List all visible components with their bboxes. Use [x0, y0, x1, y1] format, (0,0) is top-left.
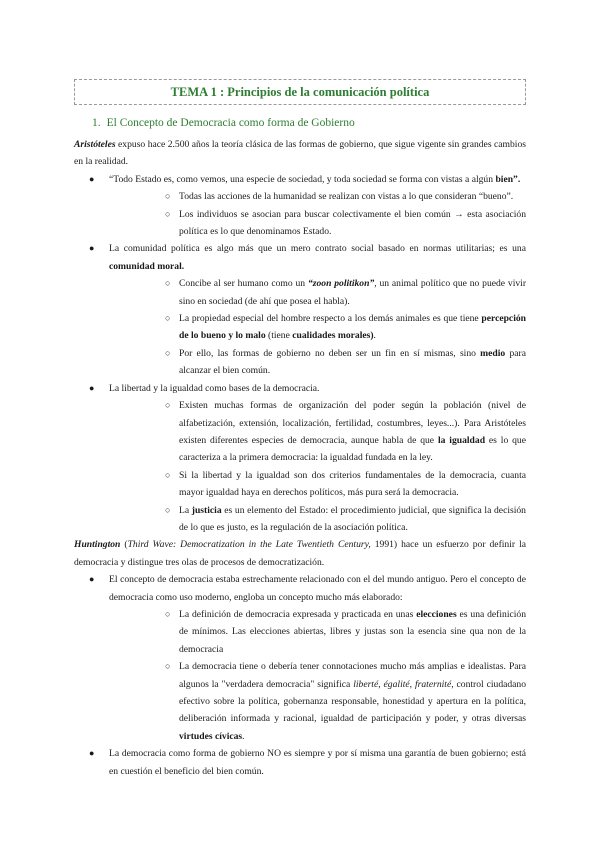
book-title: Third Wave: Democratization in the Late Twentieth Century,	[127, 539, 371, 551]
circle-bullet-icon: ○	[165, 191, 171, 202]
sub-list-item: ○ Por ello, las formas de gobierno no deben ser un fin en sí mismas, sino medio para alcanzar el bien común.	[109, 345, 526, 380]
sub-list-item: ○ Si la libertad y la igualdad son dos criterios fundamentales de la democracia, cuanta mayor igualdad haya en derechos políticos, más pura será la democracia.	[109, 467, 526, 502]
list-item: ● El concepto de democracia estaba estrechamente relacionado con el del mundo antiguo. Pero el concepto de democracia como uso moderno, engloba un concepto mucho más elaborado: ○ La definición de democracia expresada y practicada en unas elecciones es una definición de mínimos. Las elecciones abiertas, libres y justas son la esencia sine qua non de la democracia ○ La democracia tiene o debería tener connotaciones mucho más amplias e idealistas. Para algunos la "verdadera democracia" significa liberté, égalité, fraternité, control ciudadano efectivo sobre la política, gobernanza responsable, honestidad y apertura en la política, deliberación informada y racional, igualdad de participación y poder, y otras diversas virtudes cívicas.	[74, 571, 526, 745]
huntington-name: Huntington	[74, 539, 121, 551]
aristoteles-name: Aristóteles	[74, 139, 116, 150]
sub-list-item: ○ La definición de democracia expresada y practicada en unas elecciones es una definición de mínimos. Las elecciones abiertas, libres y justas son la esencia sine qua non de la democracia	[109, 606, 526, 658]
section-heading-text: El Concepto de Democracia como forma de Gobierno	[106, 117, 355, 129]
circle-bullet-icon: ○	[165, 400, 171, 411]
sub-list-item: ○ Los individuos se asocian para buscar colectivamente el bien común → esta asociación política es lo que denominamos Estado.	[109, 206, 526, 241]
list-item: ● La comunidad política es algo más que un mero contrato social basado en normas utilitarias; es una comunidad moral. ○ Concibe al ser humano como un “zoon politikon”, un animal político que no puede vivir sino en sociedad (de ahí que posea el habla). ○ La propiedad especial del hombre respecto a los demás animales es que tiene percepción de lo bueno y lo malo (tiene cualidades morales). ○ Por ello, las formas de gobierno no deben ser un fin en sí mismas, sino medio para alcanzar el bien común.	[74, 240, 526, 379]
huntington-list	[74, 571, 526, 780]
list-item: ● La democracia como forma de gobierno NO es siempre y por sí misma una garantía de buen gobierno; está en cuestión el beneficio del bien común.	[74, 745, 526, 780]
circle-bullet-icon: ○	[165, 208, 171, 219]
bullet-icon: ●	[89, 243, 95, 254]
section-number: 1.	[92, 117, 101, 129]
circle-bullet-icon: ○	[165, 469, 171, 480]
sub-list-item: ○ La justicia es un elemento del Estado: el procedimiento judicial, que significa la decisión de lo que es justo, es la regulación de la asociación política.	[109, 502, 526, 537]
sub-list-item: ○ Existen muchas formas de organización del poder según la población (nivel de alfabetización, extensión, localización, fertilidad, costumbres, leyes...). Para Aristóteles existen diferentes especies de democracia, aunque habla de que la igualdad es lo que caracteriza a la primera democracia: la igualdad fundada en la ley.	[109, 397, 526, 467]
sub-list-item: ○ Todas las acciones de la humanidad se realizan con vistas a lo que consideran “bueno”.	[109, 188, 526, 205]
list-item: ● “Todo Estado es, como vemos, una especie de sociedad, y toda sociedad se forma con vistas a algún bien”. ○ Todas las acciones de la humanidad se realizan con vistas a lo que consideran “bueno”. ○ Los individuos se asocian para buscar colectivamente el bien común → esta asociación política es lo que denominamos Estado.	[74, 171, 526, 241]
page-title: TEMA 1 : Principios de la comunicación política	[170, 84, 430, 99]
bullet-icon: ●	[89, 382, 95, 393]
sub-list-item: ○ La democracia tiene o debería tener connotaciones mucho más amplias e idealistas. Para algunos la "verdadera democracia" significa liberté, égalité, fraternité, control ciudadano efectivo sobre la política, gobernanza responsable, honestidad y apertura en la política, deliberación informada y racional, igualdad de participación y poder, y otras diversas virtudes cívicas.	[109, 658, 526, 745]
document-body	[74, 136, 526, 780]
bullet-icon: ●	[89, 173, 95, 184]
list-item: ● La libertad y la igualdad como bases de la democracia. ○ Existen muchas formas de organización del poder según la población (nivel de alfabetización, extensión, localización, fertilidad, costumbres, leyes...). Para Aristóteles existen diferentes especies de democracia, aunque habla de que la igualdad es lo que caracteriza a la primera democracia: la igualdad fundada en la ley. ○ Si la libertad y la igualdad son dos criterios fundamentales de la democracia, cuanta mayor igualdad haya en derechos políticos, más pura será la democracia. ○ La justicia es un elemento del Estado: el procedimiento judicial, que significa la decisión de lo que es justo, es la regulación de la asociación política.	[74, 380, 526, 537]
circle-bullet-icon: ○	[165, 504, 171, 515]
bullet-icon: ●	[89, 574, 95, 585]
huntington-intro: Huntington (Third Wave: Democratization in the Late Twentieth Century, 1991) hace un esfuerzo por definir la democracia y distingue tres olas de procesos de democratización.	[74, 539, 526, 568]
circle-bullet-icon: ○	[165, 313, 171, 324]
aristoteles-intro: Aristóteles expuso hace 2.500 años la teoría clásica de las formas de gobierno, que sigue vigente sin grandes cambios en la realidad.	[74, 139, 526, 168]
circle-bullet-icon: ○	[165, 608, 171, 619]
bullet-icon: ●	[89, 748, 95, 759]
section-heading	[92, 117, 355, 129]
circle-bullet-icon: ○	[165, 661, 171, 672]
circle-bullet-icon: ○	[165, 347, 171, 358]
aristoteles-list	[74, 171, 526, 537]
circle-bullet-icon: ○	[165, 278, 171, 289]
title-box	[74, 79, 526, 105]
sub-list-item: ○ La propiedad especial del hombre respecto a los demás animales es que tiene percepción de lo bueno y lo malo (tiene cualidades morales).	[109, 310, 526, 345]
sub-list-item: ○ Concibe al ser humano como un “zoon politikon”, un animal político que no puede vivir sino en sociedad (de ahí que posea el habla).	[109, 275, 526, 310]
